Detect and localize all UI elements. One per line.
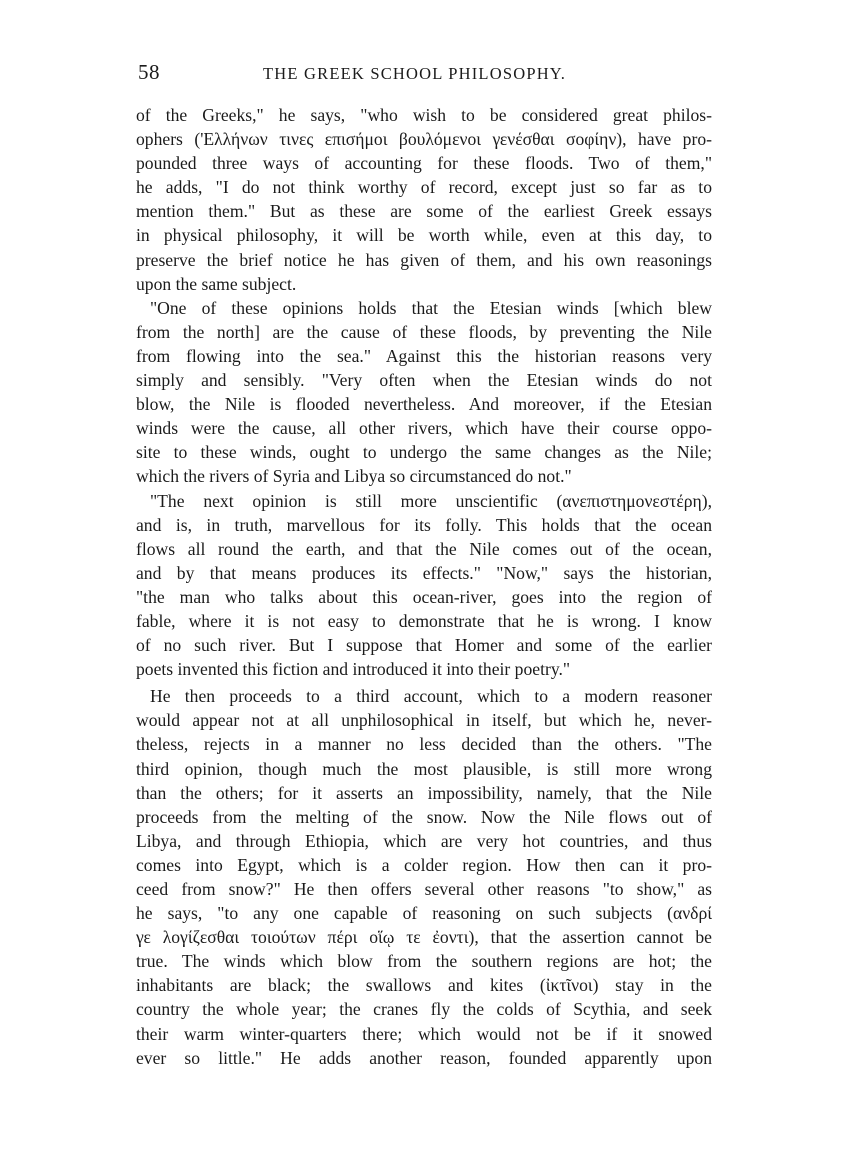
text-line: He then proceeds to a third account, which to a modern reasoner [150, 686, 712, 707]
text-line: ever so little." He adds another reason, founded apparently upon [136, 1047, 712, 1068]
text-line: "One of these opinions holds that the Etesian winds [which blew [150, 297, 712, 318]
text-line: flows all round the earth, and that the Nile comes out of the ocean, [136, 538, 712, 559]
text-line: upon the same subject. [136, 273, 297, 294]
text-line: poets invented this fiction and introduced it into their poetry." [136, 659, 571, 680]
text-line: mention them." But as these are some of the earliest Greek essays [136, 201, 712, 222]
text-line: Libya, and through Ethiopia, which are very hot countries, and thus [136, 830, 712, 851]
text-line: proceeds from the melting of the snow. Now the Nile flows out of [136, 806, 712, 827]
text-line: inhabitants are black; the swallows and kites (ἰκτῖνοι) stay in the [136, 975, 712, 996]
text-line: γε λογίζεσθαι τοιούτων πέρι οἵῳ τε ἐοντι), that the assertion cannot be [136, 927, 712, 948]
text-line: than the others; for it asserts an impossibility, namely, that the Nile [136, 782, 712, 803]
text-line: preserve the brief notice he has given of them, and his own reasonings [136, 249, 712, 270]
text-line: in physical philosophy, it will be worth while, even at this day, to [136, 225, 712, 246]
text-line: he adds, "I do not think worthy of record, except just so far as to [136, 177, 712, 198]
text-line: "the man who talks about this ocean-river, goes into the region of [136, 586, 712, 607]
paragraph-2 [136, 296, 712, 489]
text-line: he says, "to any one capable of reasoning on such subjects (ανδρί [136, 903, 712, 924]
text-line: and is, in truth, marvellous for its folly. This holds that the ocean [136, 514, 712, 535]
text-line: which the rivers of Syria and Libya so circumstanced do not." [136, 466, 572, 487]
text-line: ceed from snow?" He then offers several other reasons "to show," as [136, 879, 712, 899]
running-title: THE GREEK SCHOOL PHILOSOPHY. [263, 64, 567, 83]
text-line: of no such river. But I suppose that Homer and some of the earlier [136, 635, 712, 656]
text-line: from flowing into the sea." Against this the historian reasons very [136, 345, 712, 366]
paragraph-4 [136, 684, 712, 1070]
text-line: from the north] are the cause of these floods, by preventing the Nile [136, 321, 712, 342]
text-line: ophers ('Ελλήνων τινες επισήμοι βουλόμενοι γενέσθαι σοφίην), have pro- [136, 129, 712, 150]
text-line: fable, where it is not easy to demonstrate that he is wrong. I know [136, 610, 712, 631]
text-line: true. The winds which blow from the southern regions are hot; the [136, 951, 712, 972]
text-line: of the Greeks," he says, "who wish to be considered great philos- [136, 105, 712, 125]
text-line: site to these winds, ought to undergo the same changes as the Nile; [136, 442, 712, 463]
text-line: country the whole year; the cranes fly the colds of Scythia, and seek [136, 999, 712, 1020]
body-text [136, 103, 712, 1070]
text-line: comes into Egypt, which is a colder region. How then can it pro- [136, 854, 712, 875]
text-line: simply and sensibly. "Very often when the Etesian winds do not [136, 370, 712, 391]
text-line: blow, the Nile is flooded nevertheless. And moreover, if the Etesian [136, 394, 712, 415]
text-line: pounded three ways of accounting for these floods. Two of them," [136, 153, 712, 174]
page-number: 58 [138, 60, 160, 84]
text-line: "The next opinion is still more unscientific (ανεπιστημονεστέρη), [150, 490, 712, 511]
text-line: third opinion, though much the most plausible, is still more wrong [136, 758, 712, 779]
text-line: would appear not at all unphilosophical in itself, but which he, never- [136, 710, 712, 731]
text-line: theless, rejects in a manner no less decided than the others. "The [136, 734, 712, 755]
text-line: and by that means produces its effects." "Now," says the historian, [136, 562, 712, 583]
paragraph-1 [136, 103, 712, 296]
running-head [138, 60, 718, 90]
paragraph-3 [136, 489, 712, 682]
text-line: winds were the cause, all other rivers, which have their course oppo- [136, 418, 712, 439]
text-line: their warm winter-quarters there; which would not be if it snowed [136, 1023, 712, 1044]
